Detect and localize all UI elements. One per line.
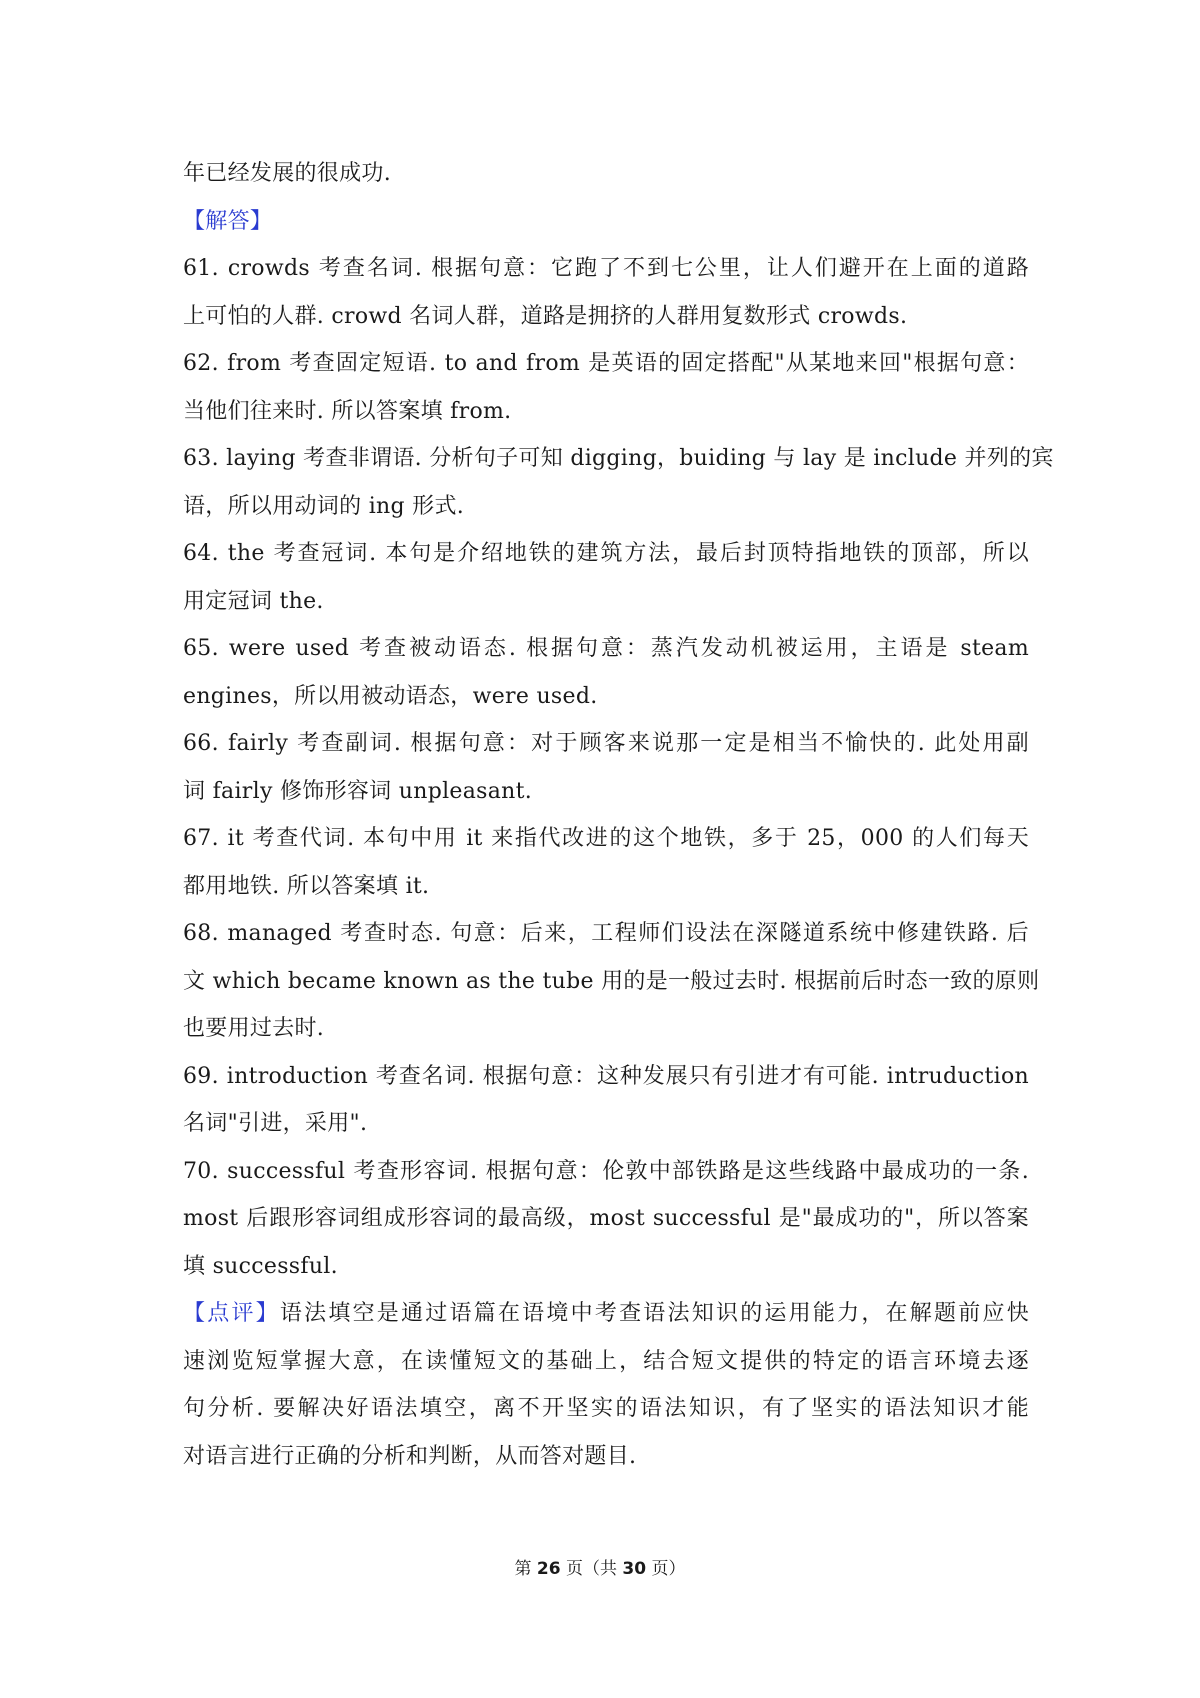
comment-text: 语法填空是通过语篇在语境中考查语法知识的运用能力，在解题前应快	[279, 1301, 1029, 1326]
footer-prefix: 第	[514, 1559, 532, 1579]
page-footer	[0, 1554, 1200, 1579]
current-page-number: 26	[536, 1559, 561, 1579]
answer-line: 64. the 考查冠词. 本句是介绍地铁的建筑方法，最后封顶特指地铁的顶部，所以	[183, 541, 1029, 566]
answer-68	[183, 910, 1040, 1053]
answer-line: 填 successful.	[183, 1253, 338, 1279]
answer-65	[183, 625, 1029, 720]
answer-67	[183, 815, 1029, 910]
comment-line	[183, 1290, 1029, 1338]
answer-63	[183, 435, 1054, 530]
document-body	[183, 150, 1054, 1480]
comment-label: 【点评】	[183, 1301, 280, 1326]
answer-line: 62. from 考查固定短语. to and from 是英语的固定搭配"从某地来回"根据句意：	[183, 351, 1029, 376]
total-page-number: 30	[622, 1559, 647, 1579]
answer-line: 68. managed 考查时态. 句意：后来，工程师们设法在深隧道系统中修建铁路. 后	[183, 921, 1029, 946]
intro-text: 年已经发展的很成功.	[183, 161, 391, 186]
answer-66	[183, 720, 1029, 815]
answer-line: 70. successful 考查形容词. 根据句意：伦敦中部铁路是这些线路中最成功的一条.	[183, 1158, 1029, 1184]
answer-line: 也要用过去时.	[183, 1016, 325, 1041]
answer-64	[183, 530, 1029, 625]
answer-62	[183, 340, 1029, 435]
answer-line: most 后跟形容词组成形容词的最高级，most successful 是"最成功的"，所以答案	[183, 1206, 1029, 1231]
footer-middle: 页（共	[566, 1559, 617, 1579]
answer-69	[183, 1053, 1029, 1148]
answer-line: 67. it 考查代词. 本句中用 it 来指代改进的这个地铁，多于 25，000 的人们每天	[183, 826, 1029, 851]
answer-line: 63. laying 考查非谓语. 分析句子可知 digging，buiding 与 lay 是 include 并列的宾	[183, 446, 1054, 471]
comment-line: 速浏览短掌握大意，在读懂短文的基础上，结合短文提供的特定的语言环境去逐	[183, 1348, 1029, 1374]
answer-61	[183, 245, 1029, 340]
comment-section	[183, 1290, 1029, 1480]
comment-line: 句分析. 要解决好语法填空，离不开坚实的语法知识，有了坚实的语法知识才能	[183, 1396, 1029, 1421]
answer-line: 61. crowds 考查名词. 根据句意：它跑了不到七公里，让人们避开在上面的道路	[183, 256, 1029, 281]
answer-line: 当他们往来时. 所以答案填 from.	[183, 398, 512, 424]
answer-line: 文 which became known as the tube 用的是一般过去时. 根据前后时态一致的原则	[183, 968, 1040, 994]
answer-line: 用定冠词 the.	[183, 588, 324, 614]
answer-70	[183, 1148, 1029, 1291]
answer-line: 都用地铁. 所以答案填 it.	[183, 873, 430, 899]
answer-line: 上可怕的人群. crowd 名词人群，道路是拥挤的人群用复数形式 crowds.	[183, 303, 908, 329]
answer-line: engines，所以用被动语态，were used.	[183, 683, 598, 709]
answer-line: 名词"引进，采用".	[183, 1111, 368, 1136]
answer-line: 69. introduction 考查名词. 根据句意：这种发展只有引进才有可能. intruduction	[183, 1063, 1029, 1089]
answer-heading: 【解答】	[183, 208, 273, 234]
answer-line: 词 fairly 修饰形容词 unpleasant.	[183, 778, 533, 804]
comment-line: 对语言进行正确的分析和判断，从而答对题目.	[183, 1443, 637, 1469]
answer-line: 65. were used 考查被动语态. 根据句意：蒸汽发动机被运用，主语是 steam	[183, 636, 1029, 661]
answer-line: 语，所以用动词的 ing 形式.	[183, 493, 465, 519]
footer-suffix: 页）	[651, 1559, 686, 1579]
answer-line: 66. fairly 考查副词. 根据句意：对于顾客来说那一定是相当不愉快的. 此处用副	[183, 731, 1029, 756]
